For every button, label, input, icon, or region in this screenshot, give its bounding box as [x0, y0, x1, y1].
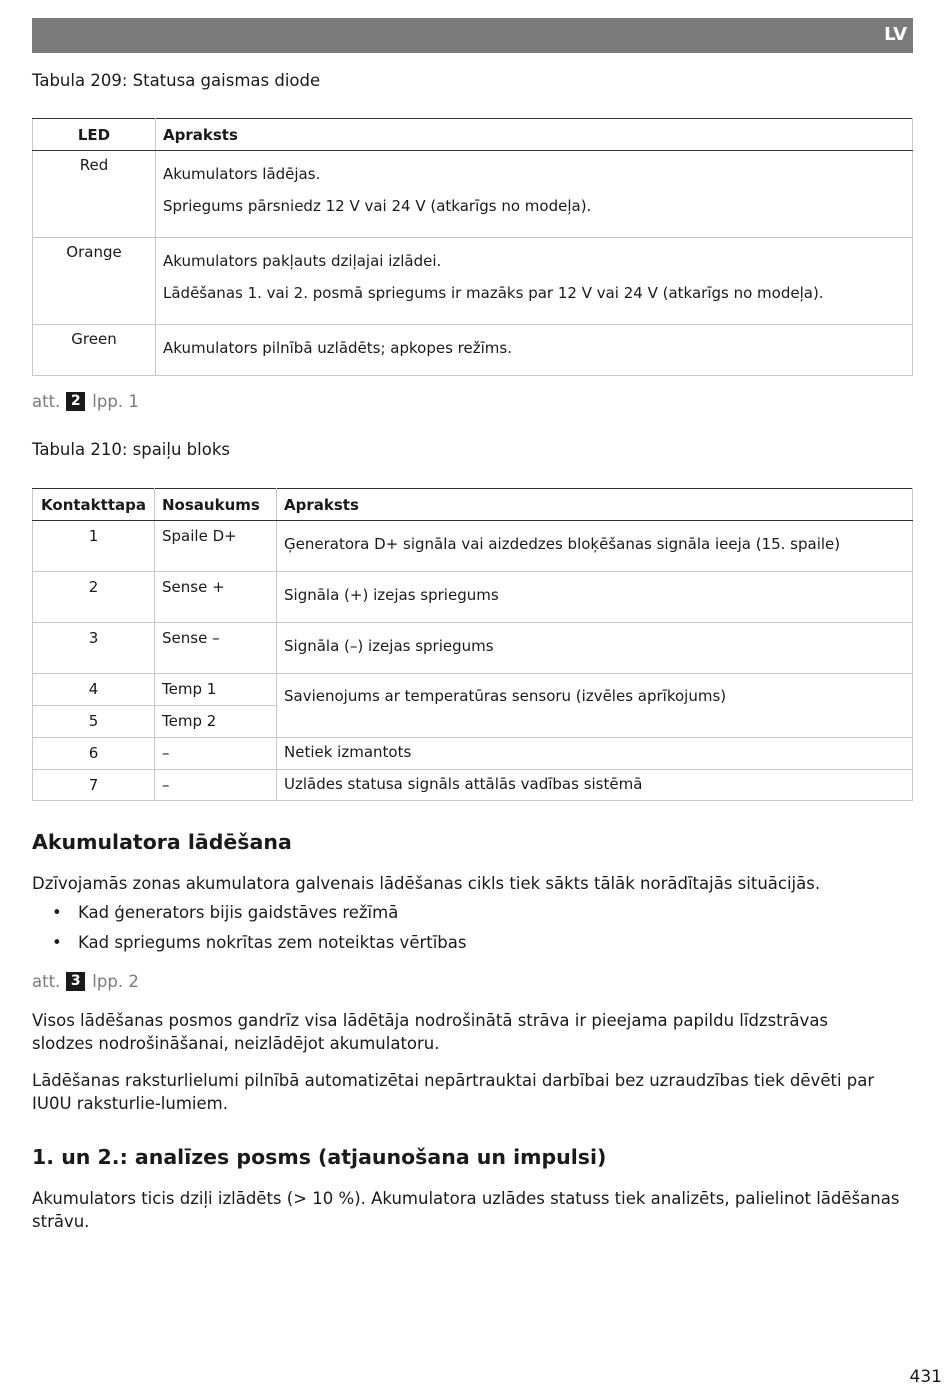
pin-cell: 4 [33, 674, 155, 706]
condition-list [32, 898, 467, 958]
description-cell: Ģeneratora D+ signāla vai aizdedzes bloķēšanas signāla ieeja (15. spaile) [277, 521, 913, 572]
table-row [33, 151, 913, 238]
name-cell: – [155, 770, 277, 801]
pin-cell: 6 [33, 738, 155, 770]
description-cell: Netiek izmantots [277, 738, 913, 770]
header-bar [32, 18, 913, 53]
table-row [33, 238, 913, 325]
description-cell [156, 238, 913, 325]
section-heading-charging: Akumulatora lādēšana [32, 830, 292, 854]
description-cell [156, 325, 913, 376]
pin-cell: 2 [33, 572, 155, 623]
name-cell: – [155, 738, 277, 770]
page-number: 431 [909, 1367, 942, 1387]
description-line: Lādēšanas 1. vai 2. posmā spriegums ir mazāks par 12 V vai 24 V (atkarīgs no modeļa). [163, 284, 824, 302]
description-line: Spriegums pārsniedz 12 V vai 24 V (atkarīgs no modeļa). [163, 197, 592, 215]
table-209-caption: Tabula 209: Statusa gaismas diode [32, 71, 321, 90]
pin-cell: 5 [33, 706, 155, 738]
figure-reference[interactable] [32, 392, 139, 411]
led-color-cell: Orange [33, 238, 156, 325]
pin-cell: 3 [33, 623, 155, 674]
description-cell: Signāla (+) izejas spriegums [277, 572, 913, 623]
name-cell: Sense – [155, 623, 277, 674]
list-item: • Kad ģenerators bijis gaidstāves režīmā [32, 898, 467, 928]
name-cell: Sense + [155, 572, 277, 623]
table-row [33, 521, 913, 572]
name-cell: Temp 1 [155, 674, 277, 706]
list-item: • Kad spriegums nokrītas zem noteiktas vērtības [32, 928, 467, 958]
pin-cell: 7 [33, 770, 155, 801]
description-line: Akumulators pakļauts dziļajai izlādei. [163, 252, 442, 270]
figure-reference[interactable] [32, 972, 139, 991]
column-header-led: LED [33, 119, 156, 151]
figure-number-badge: 2 [66, 392, 85, 411]
section-heading-analysis: 1. un 2.: analīzes posms (atjaunošana un impulsi) [32, 1145, 607, 1169]
column-header-description: Apraksts [156, 119, 913, 151]
reference-page: lpp. 1 [92, 392, 139, 411]
body-paragraph: Akumulators ticis dziļi izlādēts (> 10 %). Akumulatora uzlādes statuss tiek analizēts, palielinot lādēšanas strāvu. [32, 1189, 900, 1231]
table-row [33, 674, 913, 706]
led-color-cell: Red [33, 151, 156, 238]
led-color-cell: Green [33, 325, 156, 376]
description-line: Akumulators pilnībā uzlādēts; apkopes režīms. [163, 339, 512, 357]
figure-number-badge: 3 [66, 972, 85, 991]
description-cell [156, 151, 913, 238]
description-line: Akumulators lādējas. [163, 165, 321, 183]
table-row [33, 623, 913, 674]
column-header-name: Nosaukums [155, 489, 277, 521]
name-cell: Temp 2 [155, 706, 277, 738]
description-cell: Signāla (–) izejas spriegums [277, 623, 913, 674]
status-led-table [32, 118, 913, 376]
body-paragraph: Visos lādēšanas posmos gandrīz visa lādētāja nodrošinātā strāva ir pieejama papildu līdzstrāvas slodzes nodrošināšanai, neizlādējot akumulatoru. [32, 1011, 829, 1053]
table-row [33, 738, 913, 770]
table-row [33, 572, 913, 623]
body-paragraph: Lādēšanas raksturlielumi pilnībā automatizētai nepārtrauktai darbībai bez uzraudzības tiek dēvēti par IU0U raksturlie-lumiem. [32, 1071, 875, 1113]
language-label: LV [884, 24, 907, 45]
table-210-caption: Tabula 210: spaiļu bloks [32, 440, 230, 459]
name-cell: Spaile D+ [155, 521, 277, 572]
column-header-pin: Kontakttapa [33, 489, 155, 521]
column-header-description: Apraksts [277, 489, 913, 521]
reference-prefix: att. [32, 392, 61, 411]
reference-prefix: att. [32, 972, 61, 991]
description-cell: Uzlādes statusa signāls attālās vadības sistēmā [277, 770, 913, 801]
terminal-block-table [32, 488, 913, 801]
description-cell: Savienojums ar temperatūras sensoru (izvēles aprīkojums) [277, 674, 913, 738]
table-row [33, 770, 913, 801]
table-row [33, 325, 913, 376]
reference-page: lpp. 2 [92, 972, 139, 991]
pin-cell: 1 [33, 521, 155, 572]
intro-paragraph: Dzīvojamās zonas akumulatora galvenais lādēšanas cikls tiek sākts tālāk norādītajās situācijās. [32, 874, 821, 893]
